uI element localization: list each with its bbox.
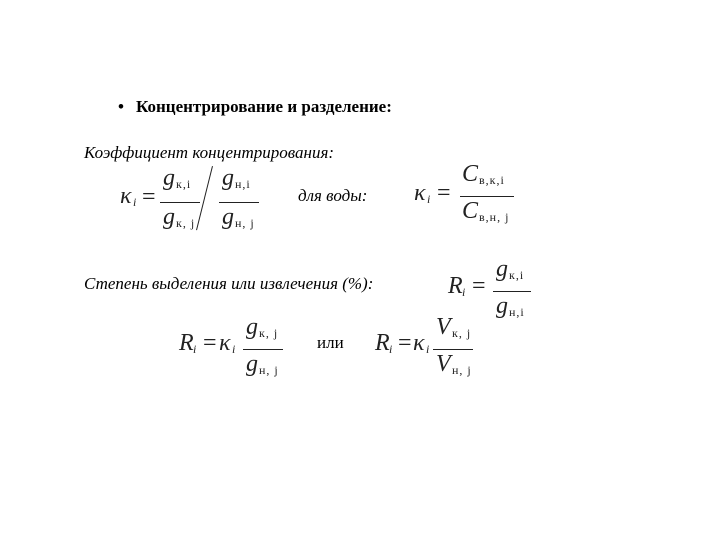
- equals-sign: =: [472, 273, 486, 299]
- bullet-icon: •: [118, 97, 124, 116]
- division-slash: [196, 166, 213, 230]
- kappa-symbol: κ: [414, 180, 426, 206]
- g-symbol: g: [496, 293, 508, 319]
- index-i: i: [462, 285, 467, 299]
- kappa-symbol: κ: [219, 330, 231, 356]
- V-symbol: V: [436, 314, 451, 340]
- equals-sign: =: [142, 184, 156, 210]
- subscript-v-n-j: в,н, j: [479, 210, 510, 224]
- subscript-v-k-i: в,к,i: [479, 173, 505, 187]
- slide-heading: Концентрирование и разделение:: [136, 97, 392, 116]
- concentration-coefficient-label: Коэффициент концентрирования:: [84, 143, 335, 162]
- V-symbol: V: [436, 351, 451, 377]
- fraction-line: [160, 202, 200, 203]
- equals-sign: =: [398, 330, 412, 356]
- kappa-symbol: κ: [413, 330, 425, 356]
- R-symbol: R: [375, 330, 390, 356]
- or-label: или: [317, 333, 344, 352]
- subscript-k-j: к, j: [259, 326, 279, 340]
- fraction-line: [219, 202, 259, 203]
- subscript-n-j: н, j: [259, 363, 279, 377]
- C-symbol: C: [462, 198, 479, 224]
- R-symbol: R: [448, 273, 463, 299]
- g-symbol: g: [246, 314, 258, 340]
- for-water-label: для воды:: [298, 186, 368, 205]
- fraction-line: [460, 196, 514, 197]
- g-symbol: g: [163, 204, 175, 230]
- equals-sign: =: [203, 330, 217, 356]
- g-symbol: g: [246, 351, 258, 377]
- subscript-k-i: к,i: [509, 268, 525, 282]
- index-i: i: [133, 195, 138, 209]
- subscript-n-j: н, j: [452, 363, 472, 377]
- subscript-n-i: н,i: [509, 305, 525, 319]
- subscript-k-i: к,i: [176, 177, 192, 191]
- g-symbol: g: [222, 165, 234, 191]
- degree-of-extraction-label: Степень выделения или извлечения (%):: [84, 274, 374, 293]
- subscript-n-j: н, j: [235, 216, 255, 230]
- R-symbol: R: [179, 330, 194, 356]
- fraction-line: [493, 291, 531, 292]
- C-symbol: C: [462, 161, 479, 187]
- index-i: i: [389, 342, 394, 356]
- subscript-k-j: к, j: [452, 326, 472, 340]
- g-symbol: g: [163, 165, 175, 191]
- fraction-line: [243, 349, 283, 350]
- equals-sign: =: [437, 180, 451, 206]
- index-i: i: [193, 342, 198, 356]
- g-symbol: g: [222, 204, 234, 230]
- kappa-symbol: κ: [120, 183, 132, 209]
- fraction-line: [433, 349, 473, 350]
- index-i: i: [427, 192, 432, 206]
- subscript-k-j: к, j: [176, 216, 196, 230]
- g-symbol: g: [496, 256, 508, 282]
- subscript-n-i: н,i: [235, 177, 251, 191]
- index-i: i: [426, 342, 431, 356]
- index-i: i: [232, 342, 237, 356]
